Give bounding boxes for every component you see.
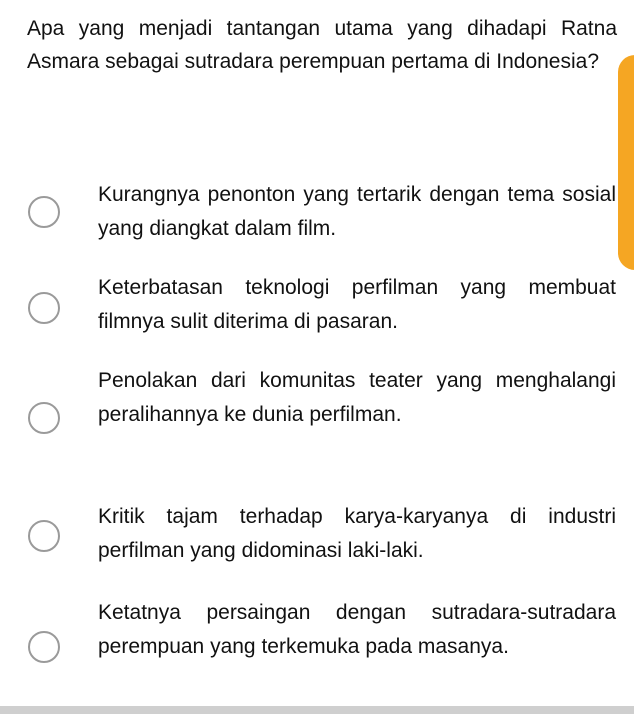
answer-option-4[interactable]: [0, 498, 634, 578]
bottom-divider: [0, 706, 634, 714]
answer-option-3[interactable]: [0, 364, 634, 476]
answer-option-1[interactable]: [0, 172, 634, 252]
answer-option-5[interactable]: [0, 594, 634, 704]
question-text: Apa yang menjadi tantangan utama yang dihadapi Ratna Asmara sebagai sutradara perempuan pertama di Indonesia?: [27, 17, 617, 73]
answer-option-label: Kritik tajam terhadap karya-karyanya di industri perfilman yang didominasi laki-laki.: [98, 505, 616, 562]
answer-option-label: Penolakan dari komunitas teater yang menghalangi peralihannya ke dunia perfilman.: [98, 369, 616, 426]
radio-circle-icon[interactable]: [28, 402, 60, 434]
answer-option-label: Ketatnya persaingan dengan sutradara-sutradara perempuan yang terkemuka pada masanya.: [98, 601, 616, 658]
radio-circle-icon[interactable]: [28, 292, 60, 324]
answer-option-label: Keterbatasan teknologi perfilman yang membuat filmnya sulit diterima di pasaran.: [98, 276, 616, 333]
radio-circle-icon[interactable]: [28, 520, 60, 552]
answer-option-2[interactable]: [0, 268, 634, 348]
radio-circle-icon[interactable]: [28, 196, 60, 228]
answer-option-label: Kurangnya penonton yang tertarik dengan tema sosial yang diangkat dalam film.: [98, 183, 616, 240]
radio-circle-icon[interactable]: [28, 631, 60, 663]
